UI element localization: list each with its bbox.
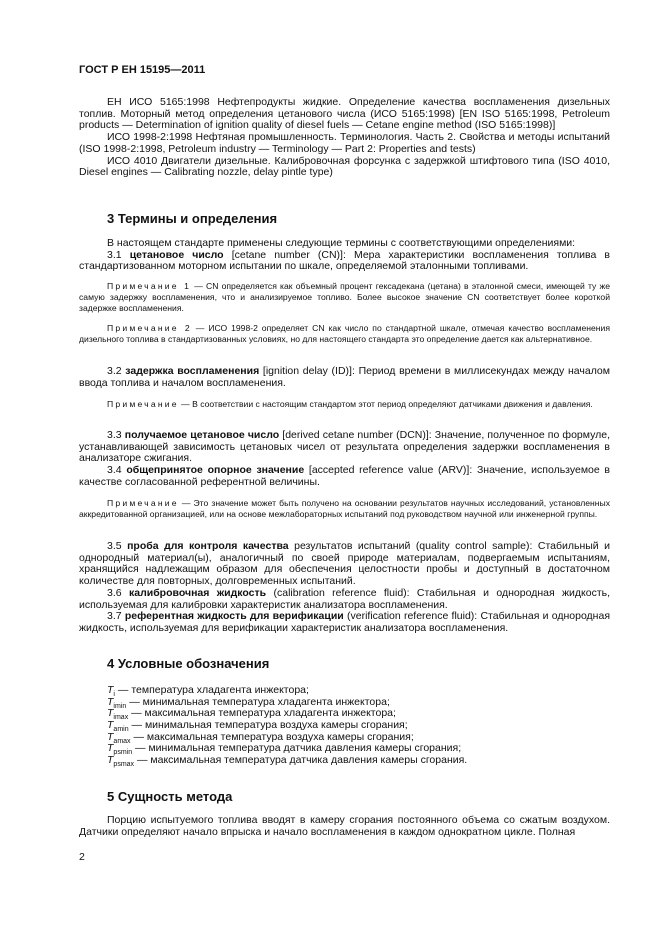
note-block — [79, 399, 610, 410]
symbol-item: $T_{psmax}$ — максимальная температура датчика давления камеры сгорания. — [107, 754, 468, 769]
note: Примечание — В соответствии с настоящим стандартом этот период определяют датчиками движения и давления. — [107, 399, 593, 409]
note: Примечание — Это значение может быть получено на основании результатов научных исследований, установленных аккредитованной организацией, или на основе межлабораторных испытаний под руководством научной или инженерной группы. — [79, 498, 610, 519]
symbol-item: $T_{imin}$ — минимальная температура хладагента инжектора; — [107, 695, 390, 710]
terms-block-1 — [79, 238, 610, 273]
section-intro: В настоящем стандарте применены следующие термины с соответствующими определениями: — [107, 237, 576, 249]
term-definition: 3.3 получаемое цетановое число [derived cetane number (DCN)]: Значение, полученное по формуле, устанавливающей зависимость цетановых чисел от результата определения задержки воспламенения в анализаторе сжигания. — [79, 429, 610, 465]
section-heading-symbols: 4 Условные обозначения — [107, 656, 270, 671]
term-name: калибровочная жидкость — [128, 586, 267, 599]
symbols-list — [79, 685, 610, 767]
note-block — [79, 281, 610, 314]
term-definition: 3.1 цетановое число [cetane number (CN)]: Мера характеристики воспламенения топлива в стандартизованном моторном испытании по шкале, определяемой эталонными топливами. — [79, 248, 611, 273]
term-name: цетановое число — [129, 248, 224, 261]
method-block — [79, 815, 610, 838]
reference-item: ИСО 4010 Двигатели дизельные. Калибровочная форсунка с задержкой штифтового типа (ISO 4010, Diesel engines — Calibrating nozzle, delay pintle type) — [79, 154, 610, 179]
note-block — [79, 498, 610, 520]
method-paragraph: Порцию испытуемого топлива вводят в камеру сгорания постоянного объема со сжатым воздухом. Датчики определяют начало впрыска и начало воспламенения в каждом однократном цикле. Полная — [79, 814, 610, 838]
note: Примечание 1 — CN определяется как объемный процент гексадекана (цетана) в эталонной смеси, имеющей ту же самую задержку воспламенения, что и анализируемое топливо. Более высокое значение CN соответствует более короткой задержке воспламенения. — [79, 281, 610, 313]
symbol-item: $T_{imax}$ — максимальная температура хладагента инжектора; — [107, 707, 396, 722]
term-name: референтная жидкость для верификации — [124, 610, 344, 623]
term-name: общепринятое опорное значение — [126, 464, 305, 477]
terms-block-4 — [79, 541, 610, 635]
symbol-item: $T_{psmin}$ — минимальная температура датчика давления камеры сгорания; — [107, 742, 462, 757]
section-heading-terms: 3 Термины и определения — [107, 211, 278, 226]
terms-block-3 — [79, 430, 610, 489]
term-definition: 3.2 задержка воспламенения [ignition delay (ID)]: Период времени в миллисекундах между началом ввода топлива и началом воспламенения. — [79, 365, 610, 389]
term-name: проба для контроля качества — [127, 540, 289, 552]
document-header: ГОСТ Р ЕН 15195—2011 — [79, 64, 206, 76]
term-name: получаемое цетановое число — [124, 429, 280, 441]
symbol-item: $T_{amax}$ — максимальная температура воздуха камеры сгорания; — [107, 730, 414, 745]
note: Примечание 2 — ИСО 1998-2 определяет CN как число по стандартной шкале, отмечая качество воспламенения дизельного топлива в стандартизованных условиях, но для настоящего стандарта это определение дается как альтернативное. — [79, 323, 611, 344]
normative-references — [79, 97, 610, 179]
reference-item: ИСО 1998-2:1998 Нефтяная промышленность. Терминология. Часть 2. Свойства и методы испытаний (ISO 1998-2:1998, Petroleum industry — Terminology — Part 2: Properties and tests) — [79, 131, 610, 155]
term-definition: 3.6 калибровочная жидкость (calibration reference fluid): Стабильная и однородная жидкость, используемая для калибровки характеристик анализатора воспламенения. — [79, 586, 611, 611]
terms-block-2 — [79, 366, 610, 389]
section-heading-method: 5 Сущность метода — [107, 789, 233, 804]
term-definition: 3.4 общепринятое опорное значение [accepted reference value (ARV)]: Значение, используемое в качестве согласованной референтной величины. — [79, 464, 611, 488]
term-name: задержка воспламенения — [125, 365, 260, 377]
term-definition: 3.7 референтная жидкость для верификации (verification reference fluid): Стабильная и однородная жидкость, используемая для верификации характеристик анализатора воспламенения. — [79, 610, 611, 634]
symbol-item: $T_i$ — температура хладагента инжектора; — [107, 684, 309, 698]
symbol-item: $T_{amin}$ — минимальная температура воздуха камеры сгорания; — [107, 719, 408, 734]
note-block — [79, 323, 610, 345]
reference-item: ЕН ИСО 5165:1998 Нефтепродукты жидкие. Определение качества воспламенения дизельных топлив. Моторный метод определения цетанового числа (ИСО 5165:1998) [EN ISO 5165:1998, Petroleum products — Determination of ignition quality of diesel fuels — Cetane engine method (ISO 5165:1998)] — [79, 96, 610, 132]
page-number: 2 — [79, 851, 85, 863]
term-definition: 3.5 проба для контроля качества результатов испытаний (quality control sample): Стабильный и однородный материал(ы), аналогичный по своей природе материалам, подвергаемым испытаниям, хранящийся надлежащим образом для обеспечения целостности пробы и доступный в достаточном количестве для повторных, долговременных испытаний. — [79, 540, 611, 588]
